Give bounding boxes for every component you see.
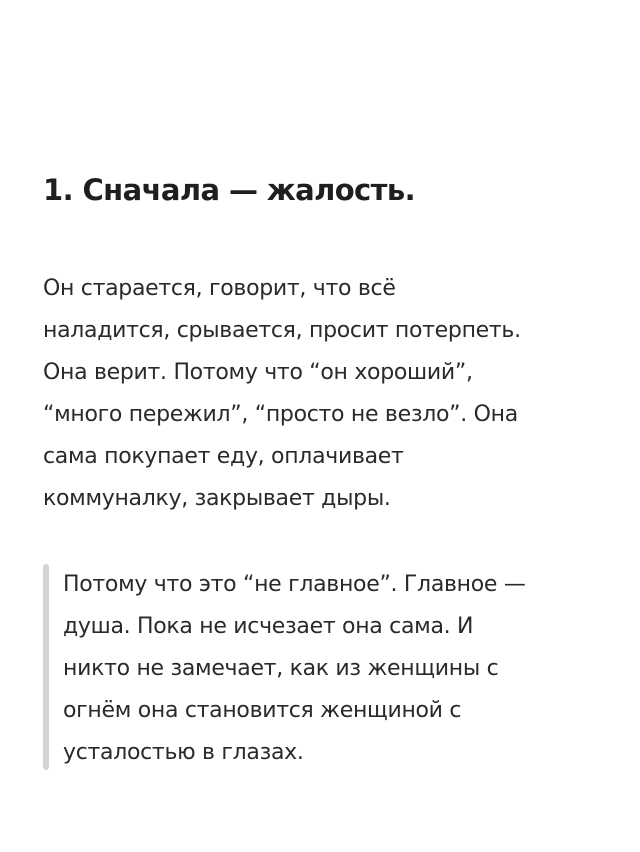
body-paragraph bbox=[43, 268, 603, 520]
paragraph-line: Он старается, говорит, что всё bbox=[43, 276, 396, 301]
quote-bar bbox=[43, 564, 49, 770]
paragraph-line: коммуналку, закрывает дыры. bbox=[43, 486, 391, 511]
paragraph-line: наладится, срывается, просит потерпеть. bbox=[43, 318, 521, 343]
blockquote bbox=[43, 564, 603, 774]
paragraph-line: сама покупает еду, оплачивает bbox=[43, 444, 404, 469]
quote-text bbox=[63, 564, 603, 774]
section-heading: 1. Сначала — жалость. bbox=[43, 173, 416, 207]
paragraph-line: Она верит. Потому что “он хороший”, bbox=[43, 360, 473, 385]
quote-line: огнём она становится женщиной с bbox=[63, 698, 462, 723]
quote-line: усталостью в глазах. bbox=[63, 740, 304, 765]
quote-line: Потому что это “не главное”. Главное — bbox=[63, 572, 526, 597]
paragraph-line: “много пережил”, “просто не везло”. Она bbox=[43, 402, 518, 427]
quote-line: душа. Пока не исчезает она сама. И bbox=[63, 614, 474, 639]
quote-line: никто не замечает, как из женщины с bbox=[63, 656, 499, 681]
